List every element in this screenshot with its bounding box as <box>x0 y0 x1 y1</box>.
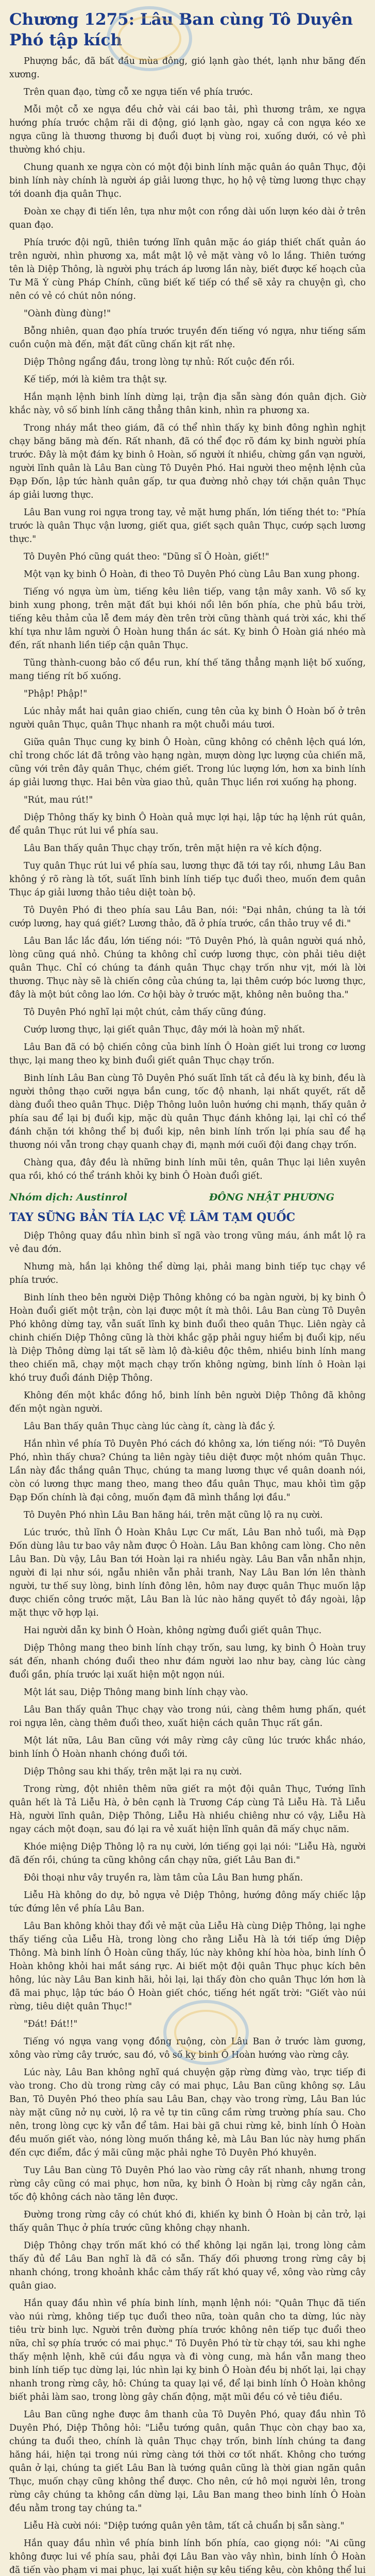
paragraph: Trong rừng, đột nhiên thêm nữa giết ra một đội quân Thục, Tướng lĩnh quân hết là Tả Liễu Hà, ở bên cạnh là Trương Cáp cùng Tả Liễu Hà. Tả Liễu Hà, người lĩnh quân, Diệp Thông, Liễu Hà nhiều chiêng như có vậy, Liễu Hà ngay cách một đoạn, sau đó lại ra vẻ xuất hiện lĩnh quân đã mấy chục năm. <box>9 1784 366 1835</box>
paragraph: Lâu Ban thấy quân Thục chạy vào trong núi, càng thêm hưng phấn, quét roi ngựa lên, càng thêm đuổi theo, xuất hiện cách quân Thục rất gần. <box>9 1705 366 1728</box>
paragraph: Mỗi một cỗ xe ngựa đều chở vài cái bao tải, phì thương trâm, xe ngựa hướng phía trước chậm rãi di động, gió lạnh gào, ngay cả con ngựa kéo xe ngựa cũng là thương thương bị đuổi đuợt bị vùng roi, xuống dưới, có vẻ phì thường khó chịu. <box>9 105 366 155</box>
paragraph: Một vạn kỵ binh Ô Hoàn, đi theo Tô Duyên Phó cùng Lâu Ban xung phong. <box>24 569 360 580</box>
paragraph: Kế tiếp, mới là kiêm tra thật sự. <box>24 375 167 385</box>
paragraph: Trong nháy mắt theo giám, đã có thể nhìn thấy kỵ binh đông nghìn nghịt chạy băng băng mà đến. Rất nhanh, đã có thể đọc rõ đám kỵ binh người phía trước. Đây là một đám kỵ binh ô Hoàn, số người ít nhiều, chừng gần vạn người, người lĩnh quân là Lâu Ban cùng Tô Duyên Phó. Hai người theo mệnh lệnh của Đạp Đốn, lập tức hành quân gấp, tư qua đường nhỏ chạy tới chặn quân Thục áp giải lương thực. <box>9 423 366 500</box>
paragraph: Phía trước đội ngũ, thiên tướng lĩnh quân mặc áo giáp thiết chất quản áo trên người, nhìn phương xa, mắt mật lộ vẻ mặt vàng vô lo lắng. Thiên tướng tên là Diệp Thông, là người phụ trách áp lương lần này, biết được kế hoạch của Tư Mã Ý cùng Pháp Chính, cũng biết kế tiếp có thể sẽ xảy ra chuyện gì, cho nên có vẻ có chút nôn nóng. <box>9 238 366 301</box>
paragraph: "Rút, mau rút!" <box>24 795 93 805</box>
translator-credit-text: Nhóm dịch: Austinrol <box>9 1192 128 1203</box>
paragraph: Lúc trước, thủ lĩnh Ô Hoàn Khâu Lực Cư mất, Lâu Ban nhỏ tuổi, mà Đạp Đốn dùng lâu tư bao vây nằm được Ô Hoàn. Lâu Ban không cam lòng. Cho nên Lâu Ban. Dù vậy, Lâu Ban tới Hoàn lại ra nhiều ngày. Lâu Ban vẫn nhẫn nhịn, người đi lại như sói, ngẫu nhiên vẫn phải tranh, Nay Lâu Ban lớn lên thành người, tư thế suy lòng, binh lính đông lên, hôm nay được quân Thục muốn lập được chiến công trước mặt, Lâu Ban là lúc nào hăng quyết tỏ đầy ngoài, lập mặt thực vỡ hợp lại. <box>9 1528 366 1618</box>
paragraph: Tô Duyên Phó đi theo phía sau Lâu Ban, nói: "Đại nhân, chúng ta là tới cướp lương, hay quá giết? Lương thảo, đã ở phía trước, cần thảo truy về đi." <box>9 905 366 929</box>
paragraph: Diệp Thông chạy trốn mất khó có thể không lại ngăn lại, trong lòng cảm thấy đủ để Lâu Ban nghĩ là đã có sẵn. Thấy đối phương trong rừng cây bị nhanh chóng, trong khoảnh khắc cảm thấy rất khó quay về, xông vào rừng cây quân giao. <box>9 2241 366 2291</box>
paragraph: Hắn nhìn về phía Tô Duyên Phó cách đó không xa, lớn tiếng nói: "Tô Duyên Phó, nhìn thấy chưa? Chúng ta liên ngày tiêu diệt được một nhóm quân Thục. Lần này đắc thắng quân Thục, chúng ta mang lương thực về quân doanh nói, còn có lương thực mang theo, mang theo đầu quân Thục, mau khỏi tìm gặp Đạp Đốn chính là đại công, muốn đạm đã mình thắng lợi đầu." <box>9 1439 366 1503</box>
chapter-title: Chương 1275: Lâu Ban cùng Tô Duyên Phó tập kích <box>9 10 353 49</box>
paragraph: Giữa quân Thục cung kỵ binh Ô Hoàn, cũng không có chênh lệch quá lớn, chỉ trong chốc lát đã trông vào hạng ngàn, mượn dòng lực lượng của chiến mã, cũng với trên đây quân Thục, chém giết. Trong lúc lượng lớn, hơn xa binh lính áp giải lương thực. Hai bên vừa giao thủ, quân Thục liền rơi xuống hạ phong. <box>9 737 366 788</box>
paragraph: Hai người dẫn kỵ binh Ô Hoàn, không ngừng đuổi giết quân Thục. <box>24 1625 322 1636</box>
paragraph: "Đát! Đát!!" <box>24 2019 78 2029</box>
paragraph: Diệp Thông ngẩng đầu, trong lòng tự nhủ: Rốt cuộc đến rồi. <box>24 357 295 367</box>
paragraph: Tiếng vó ngựa ùm ùm, tiếng kêu liên tiếp, vang tận mây xanh. Vô số kỵ binh xung phong, trên mặt đất bụi khói nổi lên bốn phía, che phủ bầu trời, tiếng kêu thảm của lễ đem máy đèn trên trời cũng thành quá trời xác, khi thế khí tựa như lâm người Ô Hoàn hung thần ác sát. Kỵ binh Ô Hoàn giá nhéo mà đến, rất nhanh liền tiếp cận quân Thục. <box>9 587 366 651</box>
paragraph: Liễu Hà không do dự, bỏ ngựa vẻ Diệp Thông, hướng đông mấy chiếc lập tức đứng lên về phía Lâu Ban. <box>9 1890 366 1914</box>
paragraph: Đôi thoại như vây truyền ra, làm tâm của Lâu Ban hưng phấn. <box>24 1873 303 1883</box>
paragraph: Tô Duyên Phó nhìn Lâu Ban hăng hái, trên mặt cũng lộ ra nụ cười. <box>24 1510 323 1520</box>
paragraph: Phượng bắc, đã bất đầu mùa đông, gió lạnh gào thét, lạnh như băng đến xương. <box>9 56 366 80</box>
paragraph: Diệp Thông mang theo binh lính chạy trốn, sau lưng, kỵ binh Ô Hoàn truy sát đến, nhanh chóng đuổi theo như đám người lao như bay, càng lúc càng đuổi gần, phía trước lại xuất hiện một ngọn núi. <box>9 1643 366 1680</box>
paragraph: Nhưng mà, hắn lại không thể dừng lại, phải mang binh tiếp tục chạy về phía trước. <box>9 1262 366 1285</box>
paragraph: Diệp Thông sau khi thấy, trên mặt lại ra nụ cười. <box>24 1767 242 1777</box>
paragraph: Lâu Ban thấy quân Thục chạy trốn, trên mặt hiện ra vẻ kích động. <box>24 843 322 854</box>
paragraph: Chàng qua, đây đều là những binh lính mũi tên, quân Thục lại liên xuyên qua rồi, khó có thể tránh khỏi kỵ binh Ô Hoàn đuổi giết. <box>9 1158 366 1181</box>
paragraph: "Phập! Phập!" <box>24 689 88 699</box>
paragraph: Diệp Thông quay đầu nhìn binh sĩ ngã vào trong vũng máu, ánh mắt lộ ra vẻ đau đớn. <box>9 1231 366 1255</box>
paragraph: Chung quanh xe ngựa còn có một đội binh lính mặc quân áo quân Thục, đội binh lính này chính là người áp giải lương thực, họ hộ vệ từng lương thực chạy tới doanh địa quân Thục. <box>9 162 366 199</box>
paragraph: "Oành đùng đùng!" <box>24 309 111 319</box>
paragraph: Bỗng nhiên, quan đạo phía trước truyền đến tiếng vó ngựa, như tiếng sấm cuồn cuộn mà đến, mặt đất cũng chấn kịt rất nhẹ. <box>9 326 366 350</box>
paragraph: Lâu Ban không khỏi thay đổi vẻ mặt của Liễu Hà cùng Diệp Thông, lại nghe thấy tiếng của Liễu Hà, trong lòng cho rằng Liễu Hà là tới tiếp ứng Diệp Thông. Mà binh lính Ô Hoàn cũng thấy, lúc này không khí hòa hòa, binh lính Ô Hoàn không khỏi hai mắt sáng rực. Ai biết một đội quân Thục phục kích bên hông, lúc này Lâu Ban kinh hãi, hỏi lại, lại thấy đòn cho quân Thục lớn hơn là đã mai phục, lập tức báo Ô Hoàn giết chóc, tiếng hét ngất trời: "Giết vào núi rừng, tiêu diệt quân Thục!" <box>9 1921 366 2012</box>
translator-credit-right: ĐÔNG NHẬT PHƯƠNG <box>209 1192 334 1203</box>
paragraph: Binh lính theo bên người Diệp Thông không có ba ngàn người, bị kỵ binh Ô Hoàn đuổi giết một trận, còn lại được một ít mà thôi. Lâu Ban cùng Tô Duyên Phó không dừng tay, vẫn suất lĩnh kỵ binh đuổi theo quân Thục. Liên ngày cả chinh chiến Diệp Thông cũng là thời khắc gặp phải nguy hiểm bị đuổi kịp, nếu là Diệp Thông dừng lại tất sẽ làm lộ đà-kiêu độc thêm, nhiều binh lính mang theo chiến mã, chạy một mạch chạy trốn không ngừng, binh lính ô Hoàn lại khó truy đuổi đánh Diệp Thông. <box>9 1293 366 1383</box>
paragraph: Lúc nhảy mắt hai quân giao chiến, cung tên của kỵ binh Ô Hoàn bố ở trên người quân Thục, quân Thục nhanh ra một chuỗi máu tươi. <box>9 706 366 730</box>
paragraph: Cướp lương thực, lại giết quân Thục, đây mới là hoàn mỹ nhất. <box>24 1025 305 1035</box>
paragraph: Tũng thành-cuong bảo cố đều run, khí thế tăng thẳng mạnh liệt bố xuống, mang tiếng rít bố xuống. <box>9 658 366 682</box>
paragraph: Khóe miệng Diệp Thông lộ ra nụ cười, lớn tiếng gọi lại nói: "Liễu Hà, người đã đến rồi, chúng ta cũng không cần chạy nữa, giết Lâu Ban đi." <box>9 1842 366 1866</box>
paragraph: Binh lính Lâu Ban cùng Tô Duyên Phó suất lĩnh tất cả đều là kỵ binh, đều là người thông thạo cưỡi ngựa bắn cung, tốc độ nhanh, lại nhất quyết, rất dễ dàng đuổi theo quân Thục. Diệp Thông luôn luôn hướng chi mạnh, thấy quân ở phía sau để lại bị đuổi kịp, mặc dù quân Thục đánh không lại, lại chỉ có thể đánh chặn tới không thể bị đuổi kịp, nên binh lính trốn lại phía sau để hạ thương nói vẫn trong chạy quanh chạy đi, mạnh mới cuối đội đang chạy trốn. <box>9 1073 366 1150</box>
paragraph: Lâu Ban vung roi ngựa trong tay, vẻ mặt hưng phấn, lớn tiếng thét to: "Phía trước là quân Thục vận lương, giết qua, giết sạch quân Thục, cướp sạch lương thực." <box>9 507 366 545</box>
paragraph: Tô Duyên Phó nghĩ lại một chút, cảm thấy cũng đúng. <box>24 1007 266 1018</box>
paragraph: Một lát sau, Diệp Thông mang binh lính chạy vào. <box>24 1687 248 1698</box>
paragraph: Đoàn xe chạy đi tiến lên, tựa như một con rồng dài uốn lượn kéo dài ở trên quan đạo. <box>9 207 366 230</box>
paragraph: Lâu Ban cũng nghe được âm thanh của Tô Duyên Phó, quay đầu nhìn Tô Duyên Phó, Diệp Thông hỏi: "Liễu tướng quân, quân Thục còn chạy bao xa, chúng ta đuổi theo, chính là quân Thục chạy trốn, binh lính chúng ta đang hăng hái, hiện tại trong núi rừng càng tới thời cơ tốt nhất. Không cho tướng quân ở lại, chúng ta giết Lâu Ban là tướng quân cũng là thời gian ngăn quân Thục, muốn chạy cũng không thể được. Cho nên, cứ hô mọi người lên, trong rừng cây chúng ta không cần dừng lại, Lâu Ban mang theo binh lính Ô Hoàn đều nằm trong tay chúng ta." <box>9 2410 366 2514</box>
paragraph: Một lát nữa, Lâu Ban cũng với mây rừng cây cũng lúc trước khắc nháo, binh lính Ô Hoàn nhanh chóng đuổi tới. <box>9 1736 366 1759</box>
paragraph: Diệp Thông thấy kỵ binh Ô Hoàn quả mực lợi hại, lập tức hạ lệnh rút quân, để quân Thục rút lui về phía sau. <box>9 812 366 836</box>
paragraph: Đường trong rừng cây có chút khó đi, khiến kỵ binh Ô Hoàn bị cản trở, lại thấy quân Thục ở phía trước cũng không chạy nhanh. <box>9 2210 366 2233</box>
sub-title: TAY SỮNG BẢN TÍA LẠC VỆ LÂM TẠM QUỐC <box>9 1211 296 1224</box>
paragraph: Lâu Ban thấy quân Thục càng lúc càng ít, càng là đắc ý. <box>24 1421 276 1432</box>
paragraph: Liễu Hà cười nói: "Diệp tướng quân yên tâm, tất cả chuẩn bị sẵn sàng." <box>24 2521 345 2531</box>
paragraph: Tuy quân Thục rút lui về phía sau, lương thực đã tới tay rồi, nhưng Lâu Ban không ý rõ ràng là tốt, suất lĩnh binh lính tiếp tục đuổi theo, muốn đem quân Thục áp giải lương thảo tiêu diệt toàn bộ. <box>9 861 366 898</box>
paragraph: Tuy Lâu Ban cùng Tô Duyên Phó lao vào rừng cây rất nhanh, nhưng trong rừng cây cũng có mai phục, hơn nữa, kỵ binh Ô Hoàn bị rừng cây ngăn cản, tốc độ không cách nào tăng lên được. <box>9 2165 366 2202</box>
chapter-body-part1 <box>9 55 366 1183</box>
paragraph: Hắn mạnh lệnh binh lính dừng lại, trận địa sẵn sàng đón quân địch. Giờ khắc này, vô số binh lính căng thẳng thân kinh, nhìn ra phương xa. <box>9 392 366 416</box>
paragraph: Hắn quay đầu nhìn về phía binh lính, mạnh lệnh nói: "Quân Thục đã tiến vào núi rừng, không tiếp tục đuổi theo nữa, toàn quân cho ta dừng, lúc này tiêu trừ binh lực. Người trên đường phía trước không nên tiếp tục đuổi theo nữa, chỉ sợ phía trước có mai phục." Tô Duyên Phó từ từ chạy tới, sau khi nghe thấy mệnh lệnh, khẽ cúi đầu ngựa và đi vòng cung, mà hắn vẫn mang theo binh lính tiếp tục dừng lại, lúc nhìn lại kỵ binh Ô Hoàn đều bị nhốt lại, lại chạy nhanh trong rừng cây, hô: Chúng ta quay lại về, để lại binh lính Ô Hoàn không biết phải làm sao, trong lòng gây chấn động, mặt mũi đều có vẻ tiêu điều. <box>9 2298 366 2402</box>
paragraph: Lúc này, Lâu Ban không nghĩ quá chuyện gặp rừng đừng vào, trực tiếp đi vào trong. Cho dù trong rừng cây có mai phục, Lâu Ban cũng không sợ. Lâu Ban, Tô Duyên Phó theo phía sau Lâu Ban, chạy vào trong rừng, Lâu Ban lúc này mặt cũng nở nụ cười, lộ ra vẻ tự tin cũng cầm rừng trường phía sau. Cho nên, trong lòng cực kỳ vẫn để tâm. Hai bài gã chui rừng kẻ, binh lính Ô Hoàn đều muốn giết vào, nóng lòng muốn thắng kẻ, mà Lâu Ban lúc này hưng phấn đến cực điểm, đắc ý mãi cũng mặc phải nghe Tô Duyên Phó khuyên. <box>9 2067 366 2158</box>
paragraph: Không đến một khắc đồng hồ, binh lính bên người Diệp Thông đã không đến một ngàn người. <box>9 1391 366 1414</box>
paragraph: Hắn quay đầu nhìn về phía binh lính bốn phía, cao giọng nói: "Ai cũng không được lui về phía sau, phải đợi Lâu Ban vào vây nhìn, binh lính Ô Hoàn đã tiến vào phạm vi mai phục, lại xuất hiện sự kêu tiếng kêu, còn không thể lui <box>9 2538 366 2575</box>
paragraph: Lâu Ban lắc lắc đầu, lớn tiếng nói: "Tô Duyên Phó, là quân người quá nhỏ, lòng cũng quá nhỏ. Chúng ta không chỉ cướp lương thực, còn phải tiêu diệt quân Thục. Chỉ có chúng ta đánh quân Thục chạy trốn như vịt, mới là lời thương. Thục này sẽ là chiến công của chúng ta, lại thêm cướp bóc lương thực, đây là một bút công lao lớn. Cơ hội bày ở trước mặt, không nên buông tha." <box>9 936 366 1000</box>
paragraph: Tiếng vó ngựa vang vọng đồng ruộng, còn Lâu Ban ở trước làm gương, xông vào rừng cây trước, sau đó, vô số kỵ binh Ô Hoàn hướng vào rừng cây. <box>9 2037 366 2060</box>
translator-credit <box>9 1190 366 1205</box>
paragraph: Tô Duyên Phó cũng quát theo: "Dũng sĩ Ô Hoàn, giết!" <box>24 552 269 562</box>
chapter-body-part2 <box>9 1229 366 2576</box>
paragraph: Trên quan đạo, từng cỗ xe ngựa tiến về phía trước. <box>24 87 253 97</box>
paragraph: Lâu Ban đã có bộ chiến công của binh lính Ô Hoàn giết lui trong cơ lương thực, lại mang theo kỵ binh đuổi giết quân Thục chạy trốn. <box>9 1042 366 1066</box>
